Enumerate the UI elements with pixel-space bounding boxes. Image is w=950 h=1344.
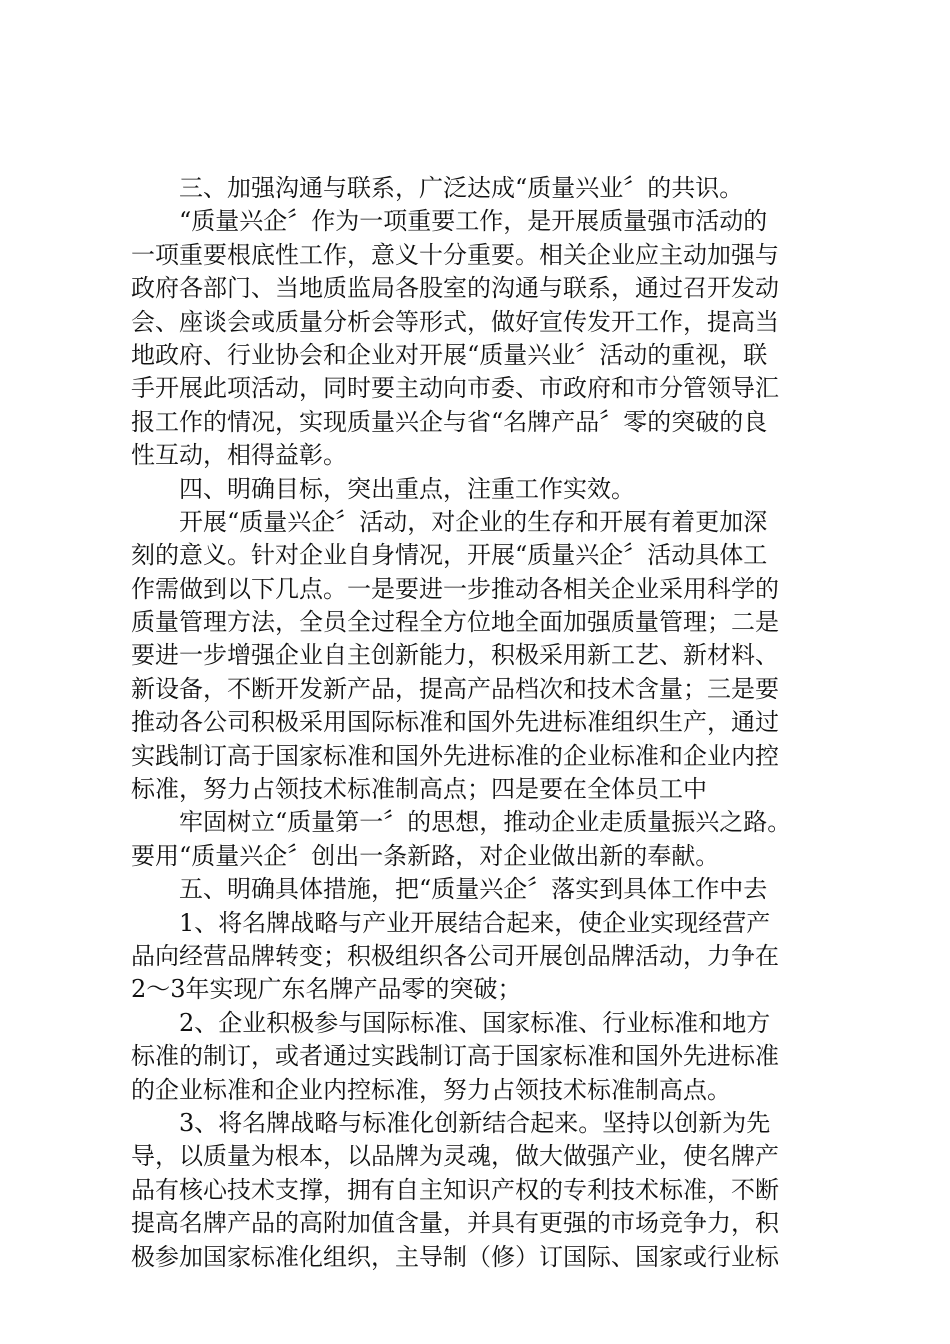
paragraph-line: 极参加国家标准化组织，主导制（修）订国际、国家或行业标 — [131, 1242, 779, 1271]
paragraph-line: 实践制订高于国家标准和国外先进标准的企业标准和企业内控 — [131, 741, 779, 770]
paragraph-line: 标准的制订，或者通过实践制订高于国家标准和国外先进标准 — [131, 1042, 779, 1071]
paragraph-line: 的企业标准和企业内控标准，努力占领技术标准制高点。 — [131, 1075, 731, 1104]
paragraph-first-line: 牢固树立“质量第一〞的思想，推动企业走质量振兴之路。 — [179, 808, 792, 837]
paragraph-line: 质量管理方法，全员全过程全方位地全面加强质量管理；二是 — [131, 608, 779, 637]
paragraph-line: 要用“质量兴企〞创出一条新路，对企业做出新的奉献。 — [131, 841, 720, 870]
body-text — [131, 172, 831, 1274]
paragraph-line: 要进一步增强企业自主创新能力，积极采用新工艺、新材料、 — [131, 641, 779, 670]
paragraph-first-line: “质量兴企〞作为一项重要工作，是开展质量强市活动的 — [179, 207, 768, 236]
paragraph-line: 品有核心技术支撑，拥有自主知识产权的专利技术标准，不断 — [131, 1175, 779, 1204]
paragraph-line: 新设备，不断开发新产品，提高产品档次和技术含量；三是要 — [131, 674, 779, 703]
paragraph-first-line: 五、明确具体措施，把“质量兴企〞落实到具体工作中去 — [179, 875, 768, 904]
paragraph-line: 手开展此项活动，同时要主动向市委、市政府和市分管领导汇 — [131, 374, 779, 403]
paragraph-first-line: 2、企业积极参与国际标准、国家标准、行业标准和地方 — [179, 1008, 771, 1037]
paragraph-first-line: 3、将名牌战略与标准化创新结合起来。坚持以创新为先 — [179, 1108, 771, 1137]
paragraph-line: 品向经营品牌转变；积极组织各公司开展创品牌活动，力争在 — [131, 941, 779, 970]
paragraph-line: 会、座谈会或质量分析会等形式，做好宣传发开工作，提高当 — [131, 307, 779, 336]
paragraph-first-line: 三、加强沟通与联系，广泛达成“质量兴业〞的共识。 — [179, 174, 744, 202]
paragraph-first-line: 开展“质量兴企〞活动，对企业的生存和开展有着更加深 — [179, 507, 768, 536]
paragraph-line: 报工作的情况，实现质量兴企与省“名牌产品〞零的突破的良 — [131, 407, 768, 436]
paragraph-line: 2～3年实现广东名牌产品零的突破； — [131, 975, 522, 1004]
paragraph-line: 性互动，相得益彰。 — [131, 441, 347, 470]
paragraph-line: 作需做到以下几点。一是要进一步推动各相关企业采用科学的 — [131, 574, 779, 603]
paragraph-line: 刻的意义。针对企业自身情况，开展“质量兴企〞活动具体工 — [131, 541, 768, 570]
paragraph-line: 推动各公司积极采用国际标准和国外先进标准组织生产，通过 — [131, 708, 779, 737]
paragraph-line: 一项重要根底性工作，意义十分重要。相关企业应主动加强与 — [131, 240, 779, 269]
paragraph-line: 提高名牌产品的高附加值含量，并具有更强的市场竞争力，积 — [131, 1209, 779, 1238]
paragraph-line: 地政府、行业协会和企业对开展“质量兴业〞活动的重视，联 — [131, 340, 768, 369]
paragraph-first-line: 四、明确目标，突出重点，注重工作实效。 — [179, 474, 635, 503]
paragraph-line: 标准，努力占领技术标准制高点；四是要在全体员工中 — [131, 775, 707, 804]
paragraph-line: 政府各部门、当地质监局各股室的沟通与联系，通过召开发动 — [131, 274, 779, 303]
paragraph-first-line: 1、将名牌战略与产业开展结合起来，使企业实现经营产 — [179, 908, 771, 937]
paragraph-line: 导，以质量为根本，以品牌为灵魂，做大做强产业，使名牌产 — [131, 1142, 779, 1171]
